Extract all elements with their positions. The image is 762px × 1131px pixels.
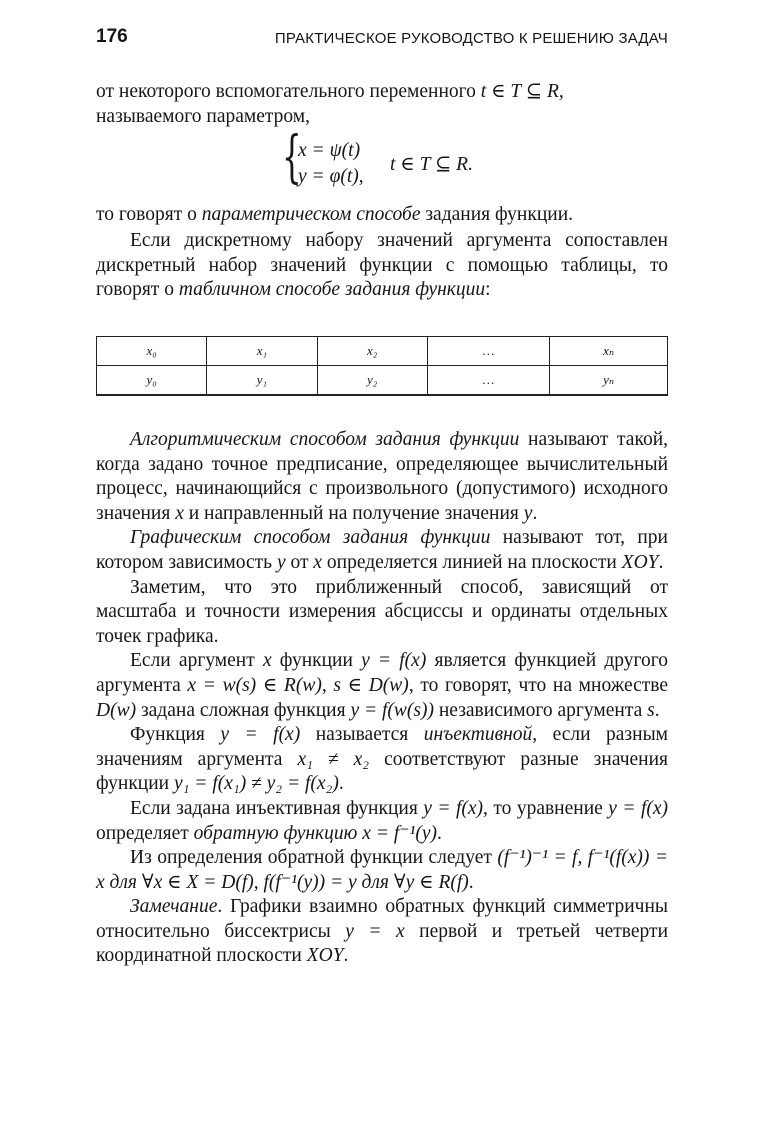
graphical-end: . [658, 551, 664, 573]
injective-text: . [338, 773, 344, 795]
math-expr: x₁ ≠ x₂ [297, 748, 370, 770]
math-expr: y = f(x) [361, 650, 427, 672]
table-row [97, 337, 668, 366]
graphical-text: называют тот, при котором зависимость [96, 527, 668, 573]
graphical-term: Графическим способом задания функции [130, 527, 491, 549]
math-x: x [313, 551, 323, 573]
system-condition: t ∈ T ⊆ R. [390, 154, 473, 175]
table-row [97, 366, 668, 396]
tabular-term: табличном способе задания функции [178, 279, 486, 301]
graphical-text2: от [285, 551, 314, 573]
remark-text: первой и третьей четверти координатной плоскости [96, 920, 669, 967]
composite-text: . [654, 699, 660, 721]
algorithmic-text: называют такой, когда задано точное предписание, определяющее вычислительный процесс, начинающийся с произвольного (допустимого) исходного значения [96, 429, 669, 524]
math-plane: XOY [621, 551, 659, 573]
running-head: ПРАКТИЧЕСКОЕ РУКОВОДСТВО К РЕШЕНИЮ ЗАДАЧ [274, 30, 668, 47]
math-expr: XOY [306, 945, 344, 967]
algorithmic-end: . [532, 502, 538, 524]
graphical-paragraph [96, 526, 668, 575]
tabular-before: Если дискретному набору значений аргумента сопоставлен дискретный набор значений функции с помощью таблицы, то говорят о [96, 230, 668, 301]
algorithmic-text2: и направленный на получение значения [183, 502, 524, 524]
parametric-before: то говорят о [96, 204, 202, 225]
math-expr: y = f(x) [423, 797, 484, 819]
math-expr: s [647, 699, 655, 721]
algorithmic-paragraph [96, 428, 668, 526]
remark-text: . Графики взаимно обратных функций симметричны относительно биссектрисы [96, 896, 668, 942]
table-cell: … [427, 337, 550, 366]
math-y: y [276, 551, 286, 573]
composite-text: , то говорят, что на множестве [408, 674, 669, 696]
remark-paragraph [96, 895, 668, 969]
math-expr: y₁ = f(x₁) ≠ y₂ = f(x₂) [174, 773, 339, 795]
math-expr: y = f(x) [608, 797, 669, 819]
intro-math: t ∈ T ⊆ R, [480, 81, 564, 102]
table-cell: x₁ [207, 337, 317, 366]
brace-symbol: { [282, 125, 302, 190]
tabular-paragraph [96, 229, 668, 303]
math-expr: x [262, 650, 272, 672]
math-expr: y = x [345, 920, 405, 942]
values-table [96, 336, 668, 396]
intro-line2: называемого параметром, [96, 105, 310, 127]
definition-text: Из определения обратной функции следует [130, 847, 498, 869]
math-x: x [175, 502, 184, 524]
injective-paragraph [96, 723, 668, 797]
injective-term: инъективной [423, 724, 533, 746]
equation-x: x = ψ(t) [298, 140, 361, 161]
math-expr: x = f⁻¹(y) [362, 822, 438, 844]
inverse-text: Если задана инъективная функция [130, 797, 424, 819]
table-cell: … [427, 366, 550, 396]
table-cell: x₀ [97, 337, 207, 366]
inverse-text: . [437, 822, 442, 844]
definition-paragraph [96, 846, 668, 895]
tabular-after: : [485, 279, 491, 301]
graphical-text3: определяется линией на плоскости [322, 551, 622, 573]
approx-paragraph: Заметим, что это приближенный способ, зависящий от масштаба и точности измерения абсциссы и ординаты отдельных точек графика. [96, 576, 668, 647]
injective-text: соответствуют разные значения функции [96, 748, 668, 795]
table-cell: xₙ [550, 337, 668, 366]
parametric-paragraph [96, 203, 668, 228]
math-y: y [523, 502, 533, 524]
remark-text: . [343, 945, 349, 967]
equation-y-text: y = φ(t) [298, 166, 359, 187]
page-number: 176 [96, 26, 128, 47]
table-cell: yₙ [550, 366, 668, 396]
table-cell: y₁ [207, 366, 317, 396]
equation-y [298, 166, 364, 188]
table-cell: y₀ [97, 366, 207, 396]
page-header [96, 26, 668, 52]
inverse-paragraph [96, 797, 668, 846]
injective-text: называется [300, 724, 424, 746]
composite-text: функции [271, 650, 362, 672]
composite-text: Если аргумент [130, 650, 263, 672]
parametric-system [282, 125, 502, 192]
table-cell: x₂ [317, 337, 427, 366]
injective-text: , если разным значениям аргумента [96, 724, 669, 770]
math-expr: y = f(w(s)) [350, 699, 434, 721]
inverse-text: определяет [96, 822, 194, 844]
definition-text: . [468, 871, 474, 893]
composite-text: задана сложная функция [136, 699, 351, 721]
table-cell: y₂ [317, 366, 427, 396]
body-text [96, 428, 668, 969]
composite-paragraph [96, 649, 668, 723]
remark-label: Замечание [130, 896, 218, 918]
intro-line1: от некоторого вспомогательного переменного [96, 81, 481, 102]
inverse-text: , то уравнение [483, 797, 609, 819]
composite-text: независимого аргумента [434, 699, 648, 721]
math-expr: y = f(x) [220, 724, 301, 746]
algorithmic-term: Алгоритмическим способом задания функции [130, 429, 520, 450]
inverse-term: обратную функцию [193, 822, 358, 844]
math-expr: x = w(s) ∈ R(w), s ∈ D(w) [187, 674, 409, 696]
math-expr: D(w) [96, 699, 137, 721]
composite-text: является функцией другого аргумента [96, 650, 669, 696]
parametric-term: параметрическом способе [201, 204, 421, 225]
parametric-after: задания функции. [420, 204, 573, 225]
intro-paragraph [96, 80, 668, 129]
system-comma: , [358, 166, 364, 187]
math-expr: (f⁻¹)⁻¹ = f, f⁻¹(f(x)) = x для ∀x ∈ X = D(f), f(f⁻¹(y)) = y для ∀y ∈ R(f) [96, 847, 668, 893]
injective-text: Функция [130, 724, 221, 746]
